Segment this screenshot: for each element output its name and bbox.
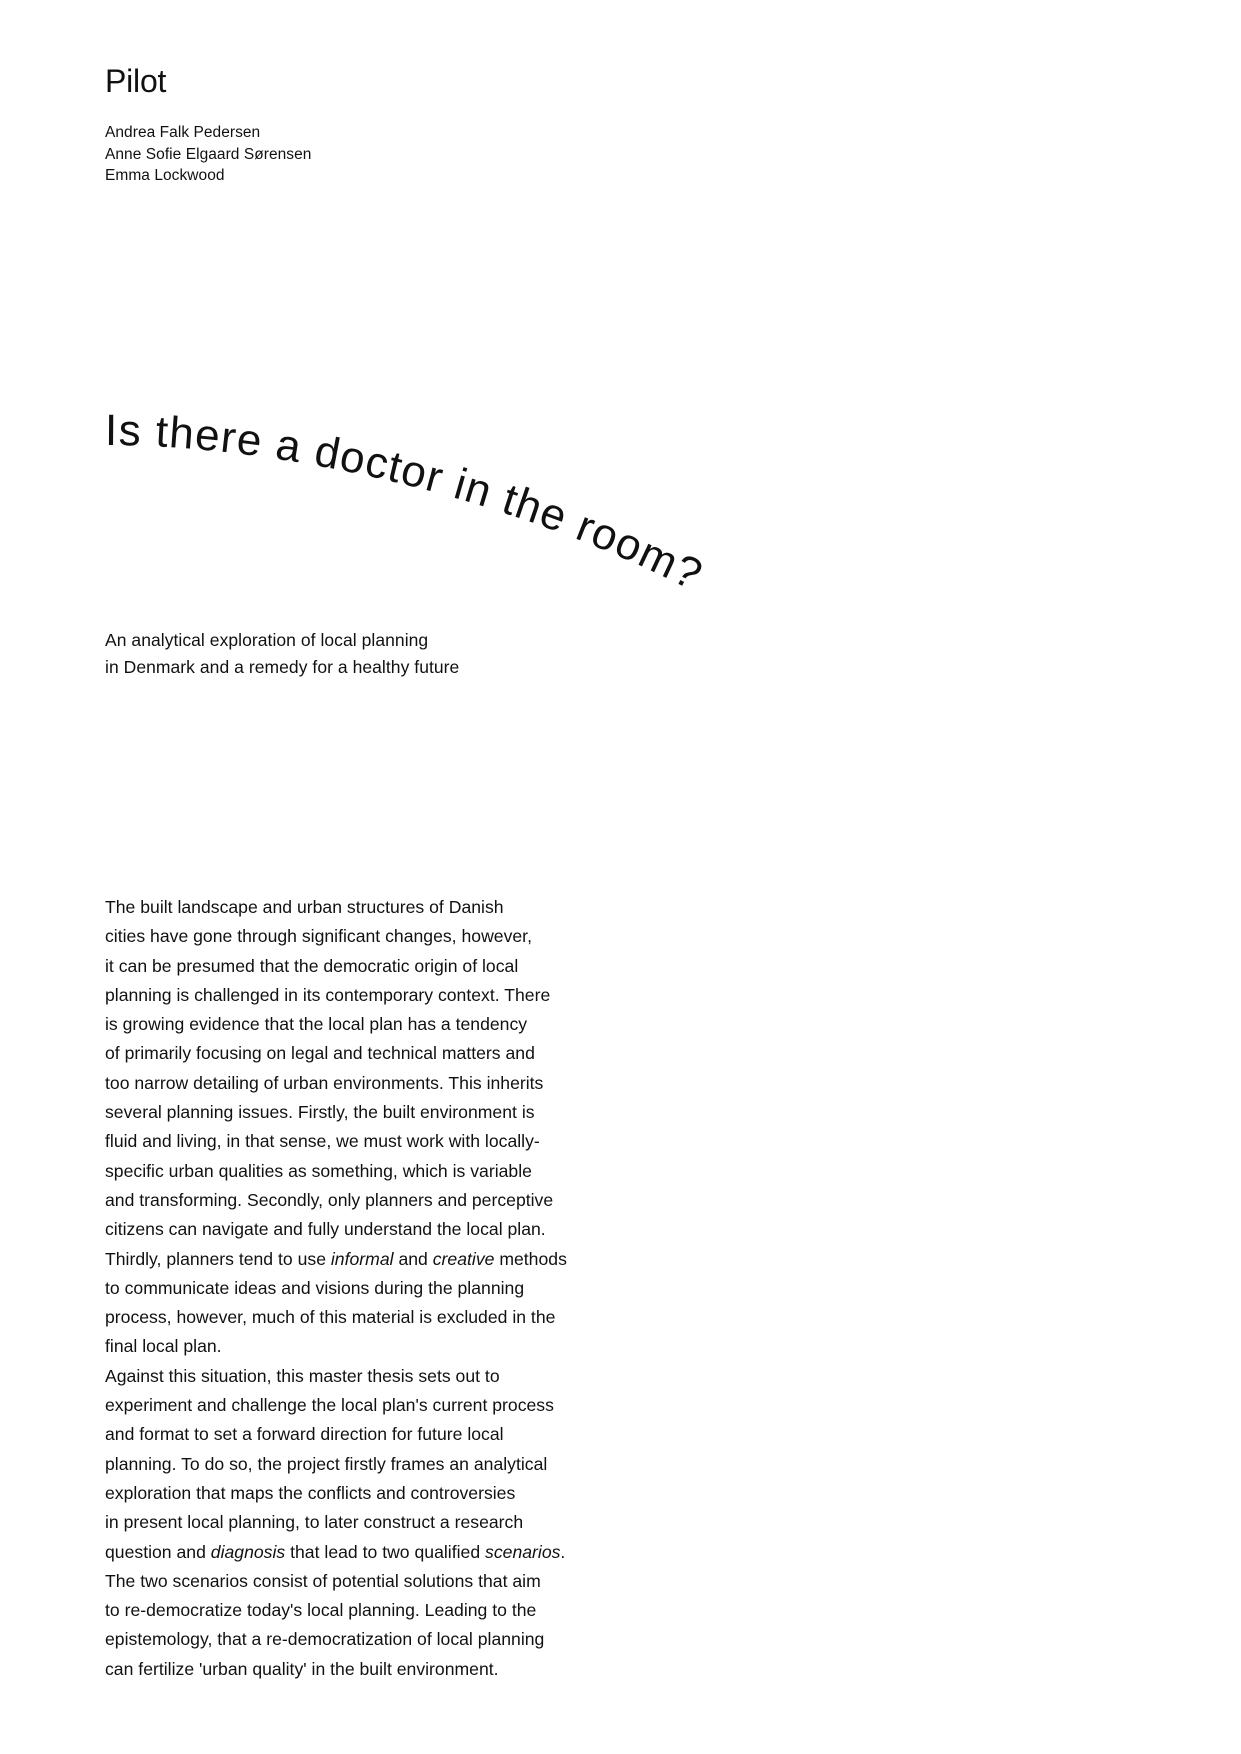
abstract-line: several planning issues. Firstly, the built environment is [105, 1102, 535, 1123]
main-title-curved [60, 350, 960, 620]
abstract-line: and format to set a forward direction for future local [105, 1424, 504, 1445]
main-title-text [105, 406, 711, 600]
header-block [105, 62, 805, 187]
emphasis-scenarios: scenarios [485, 1541, 561, 1562]
abstract-line: The two scenarios consist of potential solutions that aim [105, 1570, 541, 1591]
abstract-paragraph-1 [105, 893, 695, 1362]
abstract-line: exploration that maps the conflicts and controversies [105, 1482, 516, 1503]
abstract-line-emphasis [105, 1538, 695, 1567]
abstract-line: process, however, much of this material is excluded in the [105, 1307, 556, 1328]
emphasis-informal: informal [330, 1248, 394, 1269]
abstract-line: Against this situation, this master thesis sets out to [105, 1365, 500, 1386]
author-name: Emma Lockwood [105, 167, 225, 184]
emphasis-diagnosis: diagnosis [210, 1541, 286, 1562]
abstract-paragraph-2 [105, 1362, 695, 1684]
abstract-line: to communicate ideas and visions during the planning [105, 1277, 525, 1298]
abstract-text-pre: Thirdly, planners tend to use [105, 1248, 331, 1269]
abstract-line: in present local planning, to later construct a research [105, 1512, 524, 1533]
subtitle-block [105, 627, 725, 681]
subtitle-line: An analytical exploration of local planning [105, 630, 429, 650]
abstract-line: fluid and living, in that sense, we must work with locally- [105, 1131, 540, 1152]
author-name: Anne Sofie Elgaard Sørensen [105, 145, 312, 163]
abstract-line: is growing evidence that the local plan has a tendency [105, 1014, 528, 1035]
abstract-line: and transforming. Secondly, only planners and perceptive [105, 1189, 554, 1210]
abstract-line: citizens can navigate and fully understand the local plan. [105, 1219, 546, 1240]
main-title-textpath: Is there a doctor in the room? [104, 405, 711, 601]
abstract-line: planning. To do so, the project firstly frames an analytical [105, 1453, 548, 1474]
abstract-line: can fertilize 'urban quality' in the built environment. [105, 1658, 499, 1679]
abstract-line: The built landscape and urban structures of Danish [105, 897, 504, 917]
abstract-line: of primarily focusing on legal and technical matters and [105, 1043, 535, 1064]
abstract-line: specific urban qualities as something, which is variable [105, 1160, 532, 1181]
abstract-line: cities have gone through significant changes, however, [105, 926, 532, 947]
abstract-line: final local plan. [105, 1336, 222, 1357]
abstract-line: planning is challenged in its contemporary context. There [105, 984, 551, 1005]
author-name: Andrea Falk Pedersen [105, 124, 261, 141]
emphasis-creative: creative [432, 1248, 495, 1269]
subtitle-line: in Denmark and a remedy for a healthy future [105, 657, 460, 677]
abstract-body [105, 893, 695, 1684]
abstract-line: experiment and challenge the local plan's current process [105, 1395, 554, 1416]
abstract-text-pre: question and [105, 1541, 211, 1562]
abstract-line: it can be presumed that the democratic origin of local [105, 955, 519, 976]
abstract-line-emphasis [105, 1245, 695, 1274]
abstract-text-post: methods [494, 1248, 567, 1269]
author-list [105, 122, 805, 187]
series-title: Pilot [105, 63, 167, 99]
abstract-line: to re-democratize today's local planning. Leading to the [105, 1600, 537, 1621]
abstract-line: epistemology, that a re-democratization of local planning [105, 1629, 545, 1650]
abstract-text-mid: and [393, 1248, 433, 1269]
abstract-line: too narrow detailing of urban environments. This inherits [105, 1072, 544, 1093]
abstract-text-mid: that lead to two qualified [285, 1541, 486, 1562]
abstract-text-post: . [560, 1541, 566, 1562]
